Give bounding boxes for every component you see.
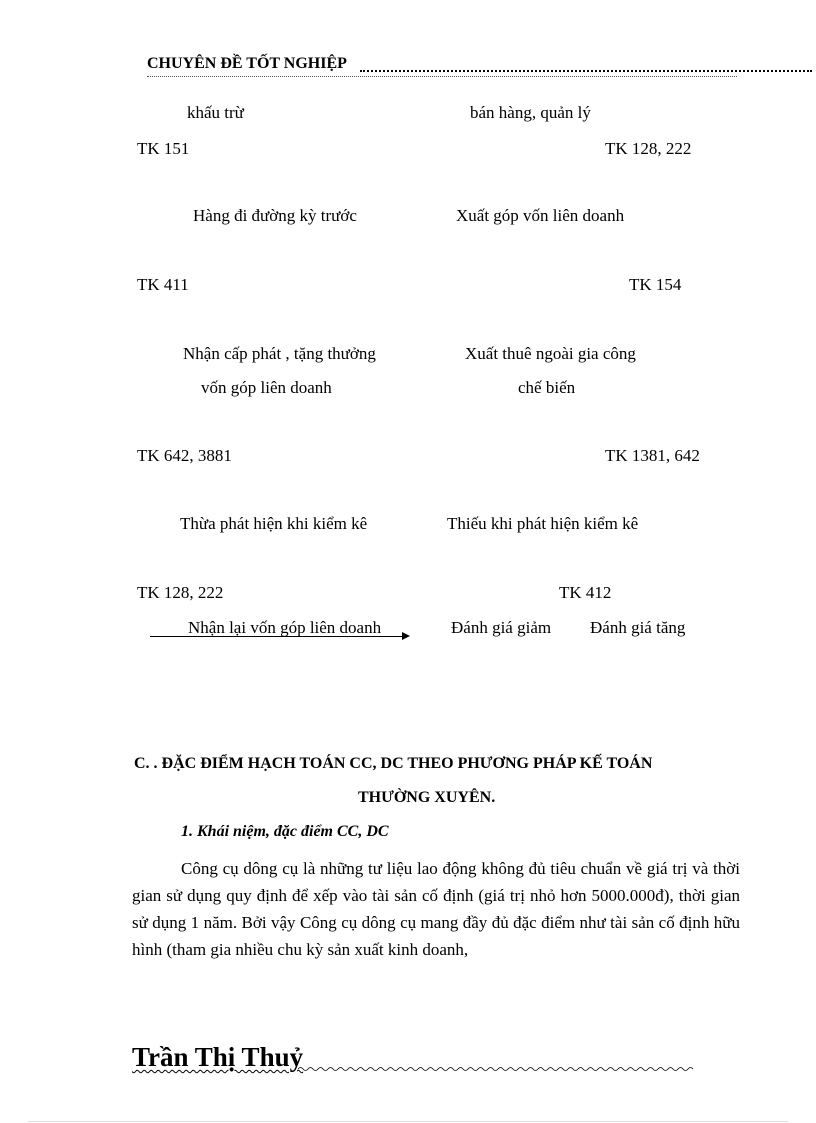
header-dotted-leader bbox=[360, 70, 812, 72]
diagram-row4-left-line1: Nhận cấp phát , tặng thưởng bbox=[183, 344, 376, 363]
account-tk412: TK 412 bbox=[559, 583, 612, 602]
diagram-row0-left: khấu trừ bbox=[187, 103, 244, 122]
section-title-line1: C. . ĐẶC ĐIỂM HẠCH TOÁN CC, DC THEO PHƯƠNG PHÁP KẾ TOÁN bbox=[134, 755, 653, 772]
header-rule bbox=[147, 76, 737, 77]
diagram-row4-right-line2: chế biến bbox=[518, 378, 576, 397]
account-tk154: TK 154 bbox=[629, 275, 682, 294]
diagram-row0-right: bán hàng, quản lý bbox=[470, 103, 591, 122]
section-title-line2: THƯỜNG XUYÊN. bbox=[358, 789, 496, 806]
account-tk1381-642: TK 1381, 642 bbox=[605, 446, 700, 465]
section-subtitle: 1. Khái niệm, đặc điểm CC, DC bbox=[181, 823, 389, 840]
account-tk642-3881: TK 642, 3881 bbox=[137, 446, 232, 465]
account-tk151: TK 151 bbox=[137, 139, 190, 158]
diagram-row4-left-line2: vốn góp liên doanh bbox=[201, 378, 332, 397]
page-header-title: CHUYÊN ĐỀ TỐT NGHIỆP bbox=[147, 55, 347, 72]
diagram-row8-middle: Đánh giá giảm bbox=[451, 618, 552, 637]
flow-arrow-line bbox=[150, 636, 404, 637]
page-bottom-rule bbox=[28, 1121, 788, 1122]
diagram-row8-left: Nhận lại vốn góp liên doanh bbox=[188, 618, 382, 637]
diagram-row6-left: Thừa phát hiện khi kiểm kê bbox=[180, 514, 368, 533]
account-tk128-222-bottom: TK 128, 222 bbox=[137, 583, 224, 602]
footer-author-name: Trần Thị Thuỷ bbox=[132, 1042, 304, 1072]
diagram-row4-right-line1: Xuất thuê ngoài gia công bbox=[465, 344, 636, 363]
account-tk411: TK 411 bbox=[137, 275, 189, 294]
diagram-row6-right: Thiếu khi phát hiện kiểm kê bbox=[447, 514, 639, 533]
diagram-row2-right: Xuất góp vốn liên doanh bbox=[456, 206, 625, 225]
flow-arrow-head bbox=[402, 632, 410, 640]
body-paragraph: Công cụ dông cụ là những tư liệu lao động không đủ tiêu chuẩn về giá trị và thời gian sử dụng quy định để xếp vào tài sản cố định (giá trị nhỏ hơn 5000.000đ), thời gian sử dụng 1 năm. Bởi vậy Công cụ dông cụ mang đầy đủ đặc điểm như tài sản cố định hữu hình (tham gia nhiều chu kỳ sản xuất kinh doanh, bbox=[132, 859, 740, 959]
account-tk128-222: TK 128, 222 bbox=[605, 139, 692, 158]
diagram-row8-right: Đánh giá tăng bbox=[590, 618, 686, 637]
diagram-row2-left: Hàng đi đường kỳ trước bbox=[193, 206, 357, 225]
footer-wavy-line bbox=[298, 1066, 693, 1072]
